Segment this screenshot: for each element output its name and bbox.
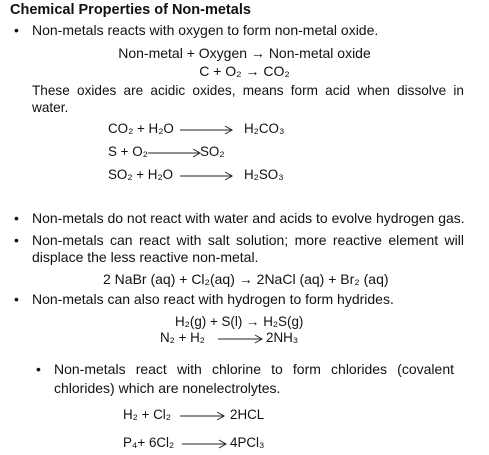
bullet-dot: • (14, 210, 19, 226)
reaction-row (108, 144, 148, 159)
bullet-no-water-reaction (14, 210, 465, 226)
symbol-equation (0, 63, 489, 79)
arrow-icon: → (238, 271, 253, 287)
equation-rhs: Non-metal oxide (268, 45, 371, 61)
equation-rhs: H₂S(g) (263, 314, 304, 329)
chloride-reaction-lhs: H₂ + Cl₂ (123, 407, 171, 422)
bullet-text: Non-metals can react with salt solution; more reactive element will displace the less reactive non-metal. (32, 232, 464, 265)
hydride-equation-1 (175, 314, 303, 329)
chloride-reaction-rhs: 4PCl₃ (230, 435, 265, 450)
bullet-dot: • (14, 291, 19, 307)
bullet-text: Non-metals react with chlorine to form chlorides (covalent chlorides) which are nonelectrolytes. (54, 361, 454, 396)
reaction-lhs: CO₂ + H₂O (108, 121, 174, 136)
bullet-oxygen-reaction (14, 22, 379, 38)
long-arrow-icon (180, 124, 234, 136)
bullet-text: Non-metals reacts with oxygen to form non-metal oxide. (32, 22, 379, 38)
reaction-product: SO₂ (200, 144, 225, 159)
equation-lhs: H₂(g) + S(l) (175, 314, 243, 329)
long-arrow-icon (180, 170, 234, 182)
reaction-product: H₂SO₃ (244, 167, 284, 182)
long-arrow-icon (182, 438, 228, 450)
equation-lhs: C + O₂ (199, 63, 242, 79)
chloride-reaction-rhs: 2HCL (230, 407, 265, 422)
bullet-dot: • (14, 232, 19, 248)
long-arrow-icon (218, 333, 264, 345)
bullet-chlorides (36, 360, 454, 398)
hydride-equation-2-rhs: 2NH₃ (266, 330, 299, 345)
bullet-dot: • (36, 361, 41, 377)
chloride-reaction-lhs: P₄+ 6Cl₂ (123, 435, 175, 450)
reaction-lhs: S + O₂ (108, 144, 148, 159)
arrow-icon: → (246, 314, 260, 329)
equation-lhs: 2 NaBr (aq) + Cl₂(aq) (103, 271, 235, 287)
page-title: Chemical Properties of Non-metals (10, 2, 251, 18)
bullet-salt-solution (14, 232, 464, 266)
bullet-dot: • (14, 22, 19, 38)
reaction-row (108, 167, 173, 182)
bullet-hydrides (14, 291, 394, 307)
equation-rhs: 2NaCl (aq) + Br₂ (aq) (256, 271, 389, 287)
bullet-text: Non-metals can also react with hydrogen to form hydrides. (32, 291, 394, 307)
equation-lhs: Non-metal + Oxygen (118, 45, 248, 61)
word-equation (0, 45, 489, 61)
acidic-oxides-note: These oxides are acidic oxides, means form acid when dissolve in water. (32, 83, 464, 115)
reaction-lhs: SO₂ + H₂O (108, 167, 174, 182)
reaction-product: H₂CO₃ (244, 121, 285, 136)
equation-rhs: CO₂ (263, 63, 290, 79)
hydride-equation-2-lhs: N₂ + H₂ (160, 330, 205, 345)
arrow-icon: → (245, 63, 260, 79)
long-arrow-icon (148, 147, 202, 159)
long-arrow-icon (180, 410, 226, 422)
bullet-text: Non-metals do not react with water and acids to evolve hydrogen gas. (32, 210, 465, 226)
reaction-row (108, 121, 174, 136)
arrow-icon: → (250, 45, 265, 61)
displacement-equation (103, 271, 389, 287)
